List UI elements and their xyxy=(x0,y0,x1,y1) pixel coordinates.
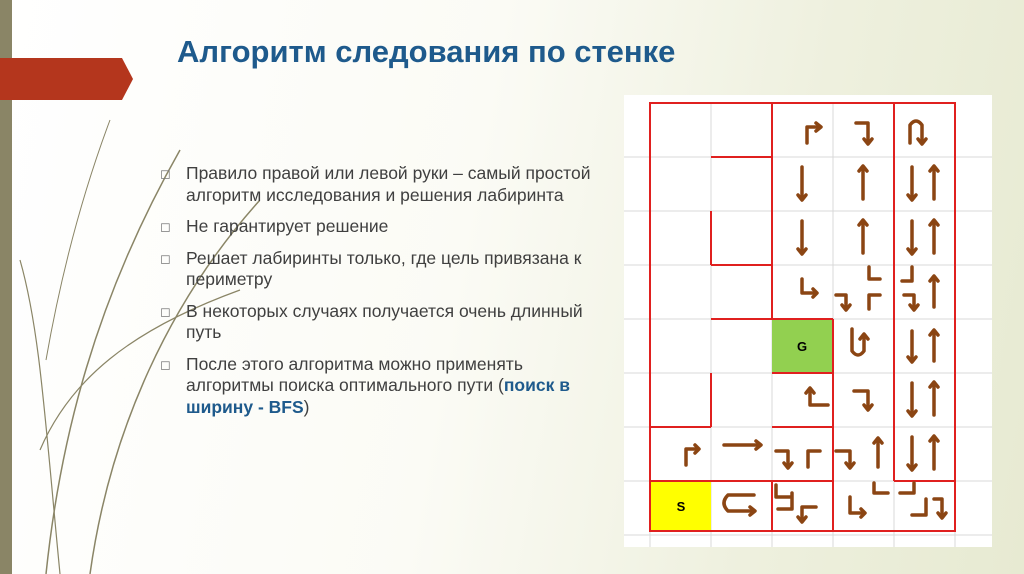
start-label: S xyxy=(676,499,686,514)
turn-arrow-icon xyxy=(869,267,880,279)
bullet-item xyxy=(160,163,600,206)
goal-label: G xyxy=(796,339,808,354)
turn-arrow-icon xyxy=(776,485,790,497)
maze-diagram xyxy=(624,95,992,547)
bullet-marker-icon: ◻ xyxy=(160,250,171,266)
bullet-item xyxy=(160,354,600,419)
slide-title: Алгоритм следования по стенке xyxy=(177,34,676,69)
bullet-item xyxy=(160,301,600,344)
turn-arrow-icon xyxy=(902,267,912,281)
bullet-marker-icon: ◻ xyxy=(160,303,171,319)
maze-svg xyxy=(624,95,992,547)
turn-arrow-icon xyxy=(869,295,880,309)
bullet-text: Правило правой или левой руки – самый простой алгоритм исследования и решения лабиринта xyxy=(186,163,591,205)
bullet-text: Решает лабиринты только, где цель привязана к периметру xyxy=(186,247,582,289)
bullet-text: Не гарантирует решение xyxy=(186,216,389,236)
bullet-item xyxy=(160,216,600,238)
turn-arrow-icon xyxy=(912,499,926,515)
turn-arrow-icon xyxy=(900,483,914,493)
bullet-marker-icon: ◻ xyxy=(160,219,171,234)
bullet-text: После этого алгоритма можно применять алгоритмы поиска оптимального пути (поиск в ширину - BFS) xyxy=(186,353,570,417)
bfs-emphasis: поиск в ширину - BFS xyxy=(186,375,570,417)
turn-arrow-icon xyxy=(808,451,820,467)
bullet-item xyxy=(160,248,600,291)
turn-arrow-icon xyxy=(874,483,888,493)
bullet-marker-icon: ◻ xyxy=(160,356,171,372)
bullet-marker-icon: ◻ xyxy=(160,166,171,181)
bullet-text: В некоторых случаях получается очень длинный путь xyxy=(186,300,583,342)
u-turn-arrow-icon xyxy=(852,329,864,355)
bullet-list xyxy=(160,163,600,428)
